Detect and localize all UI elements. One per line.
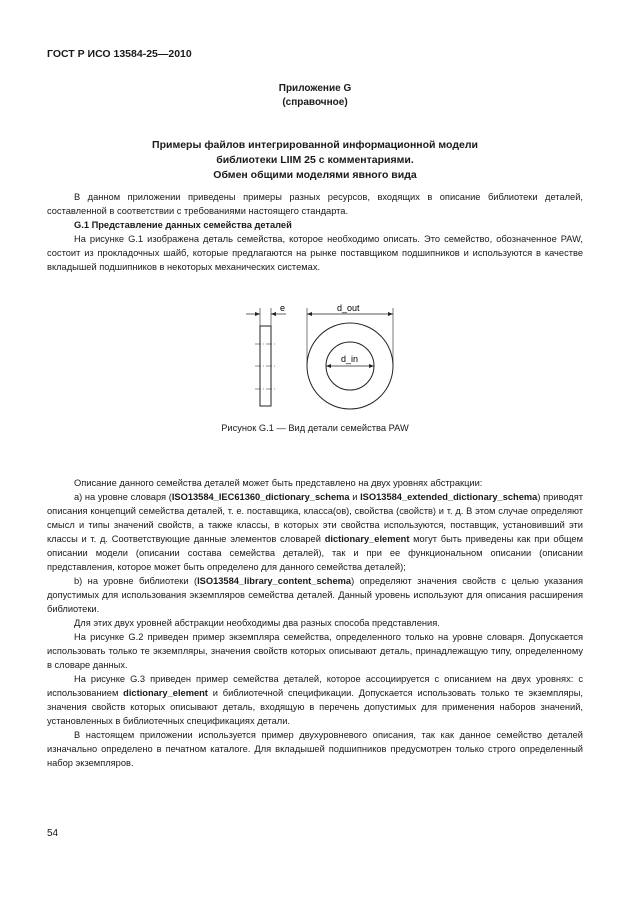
schema-name: ISO13584_IEC61360_dictionary_schema [171,492,350,502]
paragraph-intro: В данном приложении приведены примеры разных ресурсов, входящих в описание библиотеки деталей, составленной в соответствии с требованиями настоящего стандарта. [47,192,583,216]
figure-caption: Рисунок G.1 — Вид детали семейства PAW [221,423,409,433]
title-line-1: Примеры файлов интегрированной информационной модели [152,139,478,151]
list-item-a: а) на уровне словаря (ISO13584_IEC61360_dictionary_schema и ISO13584_extended_dictionary_schema) приводят описания концепций семейства деталей, т. е. поставщика, класса(ов), свойства (свойств) и т. д. В этом случае определяют смысл и типы значений свойств, а также классы, в которых эти свойства используются, поставщик, установивший эти классы и т. д. Соответствующие данные элементов словарей dictionary_element могут быть приведены как при общем описании модели (описании состава семейства деталей), так и при ее функциональном описании (описании представления, которое может быть определено для данного семейства деталей); [47,492,583,572]
document-code: ГОСТ Р ИСО 13584-25—2010 [47,48,192,60]
paragraph-conclusion: В настоящем приложении используется пример двухуровневого описания, так как данное семейство деталей изначально определено в печатном каталоге. Для вкладышей подшипников предусмотрен только строго определенный набор экземпляров. [47,730,583,768]
thickness-arrow-left [255,312,260,316]
title-line-2: библиотеки LIIM 25 с комментариями. [216,154,414,166]
annex-main-title [0,138,630,183]
annex-type: (справочное) [282,97,348,108]
paragraph-figure-ref: На рисунке G.1 изображена деталь семейства, которое необходимо описать. Это семейство, обозначенное PAW, состоит из прокладочных шайб, которые предлагаются на рынке поставщиком подшипников и используются в качестве вкладышей подшипников в некоторых механических системах. [47,234,583,272]
paragraph-figure-g2: На рисунке G.2 приведен пример экземпляра семейства, определенного только на уровне словаря. Допускается использовать только те экземпляры, значения свойств которых описывают деталь, принадлежащую типу, определенному в словаре данных. [47,632,583,670]
page-number: 54 [47,828,59,839]
section-heading-text: G.1 Представление данных семейства деталей [74,220,292,230]
thickness-arrow-right [271,312,276,316]
label-e: e [280,303,286,313]
body-section [47,476,583,770]
outer-arrow-right [388,312,393,316]
outer-arrow-left [307,312,312,316]
paragraph-figure-g3: На рисунке G.3 приведен пример семейства деталей, которое ассоциируется с описанием на двух уровнях: с использованием dictionary_element и библиотечной спецификации. Допускается использовать только те экземпляры, значения свойств которых описывают деталь, входящую в перечень допустимых для применения наборов значений, установленных в библиотечных спецификациях детали. [47,674,583,726]
intro-section [47,190,583,274]
paragraph-levels: Описание данного семейства деталей может быть представлено на двух уровнях абстракции: [74,478,483,488]
section-heading [47,218,583,232]
paragraph-representation: Для этих двух уровней абстракции необходимы два разных способа представления. [74,618,440,628]
annex-title: Приложение G [278,83,352,94]
annex-heading [0,82,630,110]
list-item-b: b) на уровне библиотеки (ISO13584_library_content_schema) определяют значения свойств с целью указания допустимых для использования экземпляров семейства деталей. Данный уровень используют для описания расширения библиотеки. [47,576,583,614]
schema-name: ISO13584_library_content_schema [197,576,352,586]
washer-figure [230,300,400,410]
entity-name: dictionary_element [123,688,208,698]
entity-name: dictionary_element [324,534,410,544]
label-d-out: d_out [337,303,360,313]
title-line-3: Обмен общими моделями явного вида [213,169,417,181]
label-d-in: d_in [341,354,359,364]
schema-name: ISO13584_extended_dictionary_schema [360,492,538,502]
